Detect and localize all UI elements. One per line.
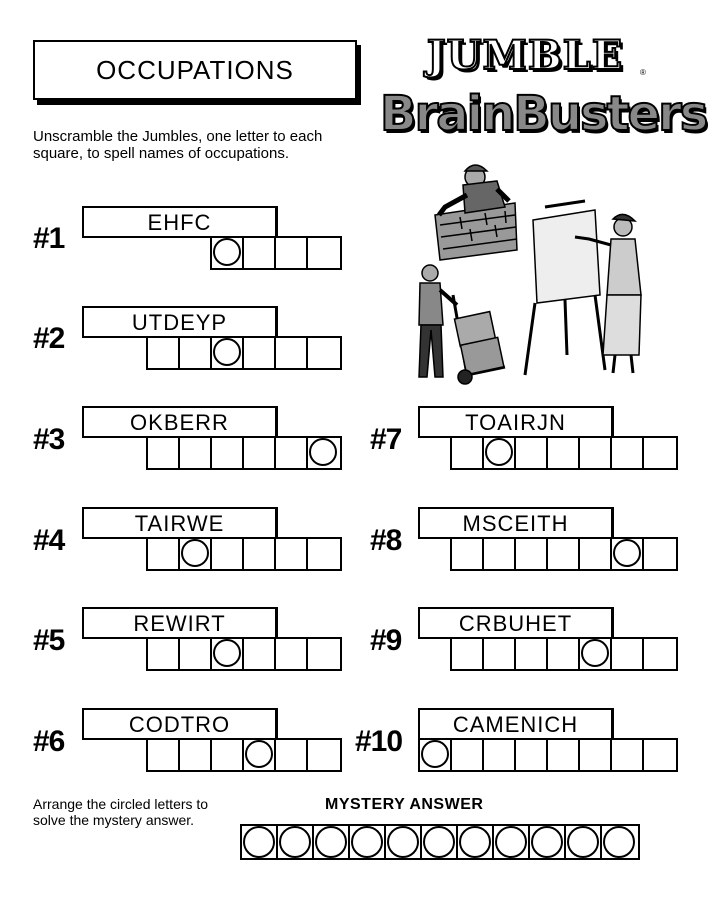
scrambled-word: REWIRT [82,607,278,637]
mystery-answer-boxes[interactable] [240,824,640,860]
scrambled-word: TAIRWE [82,507,278,537]
circled-letter-square[interactable] [212,338,244,368]
scrambled-word: UTDEYP [82,306,278,336]
answer-boxes [146,336,342,370]
scrambled-word: MSCEITH [418,507,614,537]
letter-square[interactable] [452,438,484,468]
answer-boxes [450,537,678,571]
answer-boxes [146,436,342,470]
logo-jumble: JUMBLE [426,32,624,79]
circled-letter-square[interactable] [580,639,612,669]
scrambled-word: CODTRO [82,708,278,738]
answer-boxes [450,436,678,470]
letter-square[interactable] [148,740,180,770]
mystery-answer-label: MYSTERY ANSWER [325,796,484,813]
mover-figure [419,265,505,384]
jumble-number: #5 [33,624,65,657]
mystery-letter-square[interactable] [494,826,530,858]
jumble-number: #10 [355,725,403,758]
letter-square[interactable] [516,740,548,770]
answer-boxes [146,738,342,772]
jumble-number: #3 [33,423,65,456]
scrambled-word: OKBERR [82,406,278,436]
word-underline [82,637,146,639]
letter-square[interactable] [276,438,308,468]
letter-square[interactable] [276,740,308,770]
letter-square[interactable] [276,338,308,368]
letter-square[interactable] [308,639,340,669]
jumble-number: #9 [370,624,402,657]
letter-square[interactable] [484,639,516,669]
letter-square[interactable] [452,639,484,669]
letter-square[interactable] [612,740,644,770]
letter-square[interactable] [276,639,308,669]
letter-square[interactable] [244,238,276,268]
letter-square[interactable] [180,639,212,669]
letter-square[interactable] [516,539,548,569]
mystery-letter-square[interactable] [350,826,386,858]
registered-mark: ® [640,68,646,77]
circled-letter-square[interactable] [612,539,644,569]
letter-square[interactable] [148,639,180,669]
letter-square[interactable] [612,639,644,669]
occupations-illustration [405,155,675,390]
letter-square[interactable] [308,740,340,770]
letter-square[interactable] [580,438,612,468]
letter-square[interactable] [244,639,276,669]
letter-square[interactable] [276,539,308,569]
word-underline [82,436,146,438]
puzzle-title: OCCUPATIONS [33,40,357,100]
letter-square[interactable] [148,539,180,569]
letter-square[interactable] [180,740,212,770]
circled-letter-square[interactable] [212,238,244,268]
circled-letter-square[interactable] [484,438,516,468]
letter-square[interactable] [580,740,612,770]
instructions: Unscramble the Jumbles, one letter to each square, to spell names of occupations. [33,128,323,162]
answer-boxes [146,537,342,571]
letter-square[interactable] [308,238,340,268]
jumble-number: #4 [33,524,65,557]
logo-brainbusters: BrainBusters [380,86,707,142]
mystery-letter-square[interactable] [458,826,494,858]
letter-square[interactable] [180,338,212,368]
arrange-instructions: Arrange the circled letters to solve the mystery answer. [33,796,209,828]
letter-square[interactable] [644,639,676,669]
scrambled-word: CRBUHET [418,607,614,637]
letter-square[interactable] [212,740,244,770]
circled-letter-square[interactable] [244,740,276,770]
letter-square[interactable] [244,438,276,468]
word-underline [418,436,450,438]
word-underline [82,537,146,539]
letter-square[interactable] [276,238,308,268]
answer-boxes [418,738,678,772]
letter-square[interactable] [484,539,516,569]
letter-square[interactable] [212,539,244,569]
word-underline [82,236,210,238]
letter-square[interactable] [580,539,612,569]
answer-boxes [146,637,342,671]
mystery-letter-square[interactable] [602,826,638,858]
letter-square[interactable] [148,438,180,468]
mystery-letter-square[interactable] [278,826,314,858]
letter-square[interactable] [548,438,580,468]
letter-square[interactable] [244,338,276,368]
bricklayer-figure [435,165,517,260]
letter-square[interactable] [612,438,644,468]
circled-letter-square[interactable] [180,539,212,569]
answer-boxes [450,637,678,671]
scrambled-word: EHFC [82,206,278,236]
answer-boxes [210,236,342,270]
letter-square[interactable] [452,539,484,569]
letter-square[interactable] [644,539,676,569]
circled-letter-square[interactable] [212,639,244,669]
jumble-number: #2 [33,322,65,355]
letter-square[interactable] [452,740,484,770]
letter-square[interactable] [644,438,676,468]
letter-square[interactable] [180,438,212,468]
letter-square[interactable] [308,539,340,569]
letter-square[interactable] [244,539,276,569]
circled-letter-square[interactable] [420,740,452,770]
jumble-number: #1 [33,222,65,255]
letter-square[interactable] [516,438,548,468]
letter-square[interactable] [212,438,244,468]
letter-square[interactable] [516,639,548,669]
letter-square[interactable] [548,639,580,669]
word-underline [82,738,146,740]
word-underline [82,336,146,338]
jumble-number: #6 [33,725,65,758]
mystery-letter-square[interactable] [566,826,602,858]
mystery-letter-square[interactable] [386,826,422,858]
jumble-number: #7 [370,423,402,456]
scrambled-word: CAMENICH [418,708,614,738]
word-underline [418,637,450,639]
mystery-letter-square[interactable] [530,826,566,858]
mystery-letter-square[interactable] [422,826,458,858]
letter-square[interactable] [484,740,516,770]
jumble-number: #8 [370,524,402,557]
scrambled-word: TOAIRJN [418,406,614,436]
mystery-letter-square[interactable] [242,826,278,858]
mystery-letter-square[interactable] [314,826,350,858]
letter-square[interactable] [148,338,180,368]
letter-square[interactable] [548,740,580,770]
word-underline [418,537,450,539]
letter-square[interactable] [548,539,580,569]
letter-square[interactable] [644,740,676,770]
circled-letter-square[interactable] [308,438,340,468]
letter-square[interactable] [308,338,340,368]
easel-figure [525,201,605,375]
